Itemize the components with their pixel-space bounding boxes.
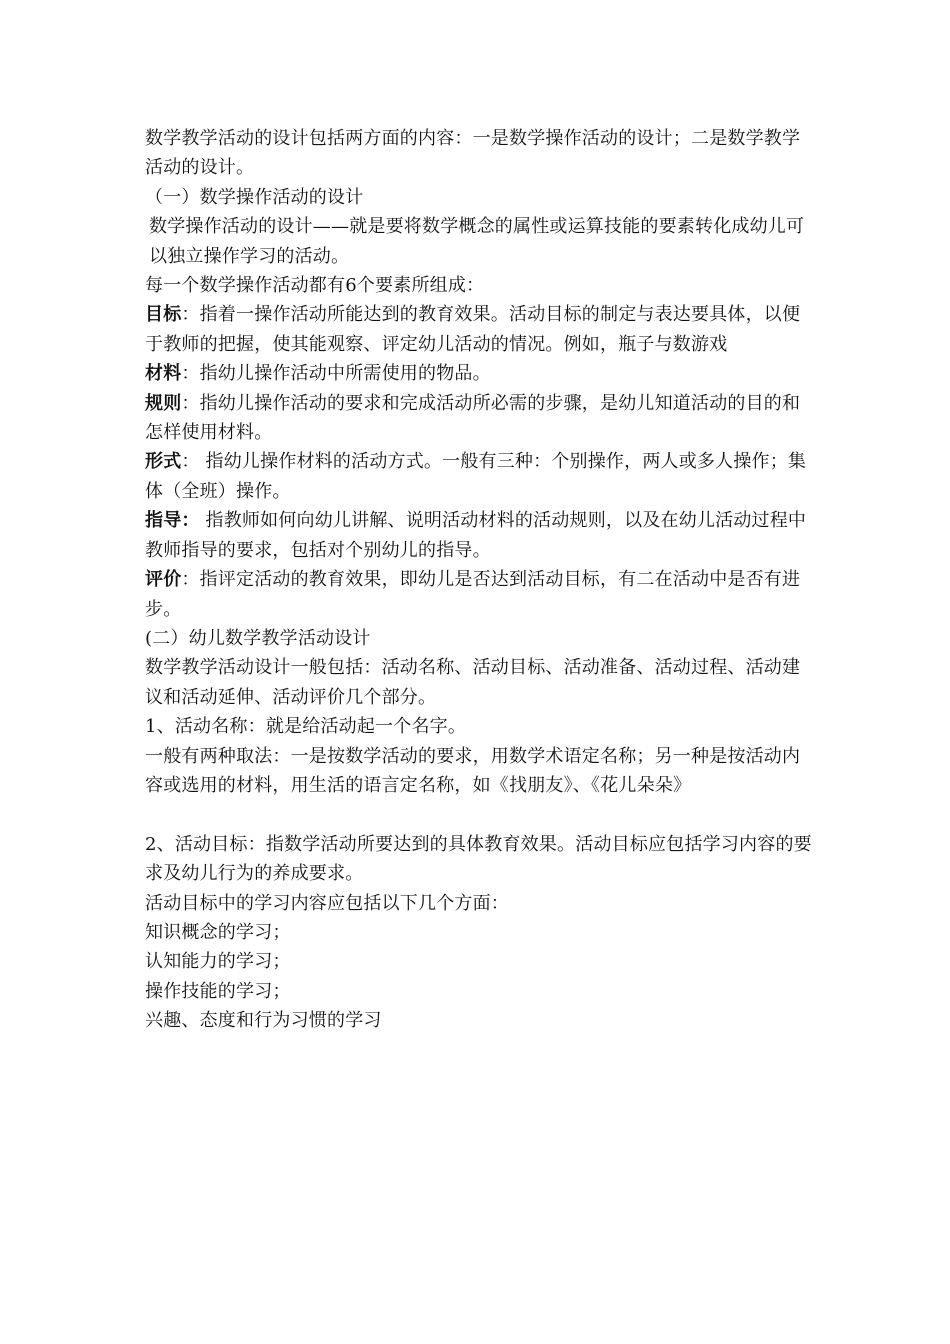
item1-title: 1、活动名称：就是给活动起一个名字。 (145, 716, 467, 738)
element-separator: ： (181, 304, 200, 326)
list-item: 兴趣、态度和行为习惯的学习 (145, 1010, 382, 1032)
element-term: 材料 (145, 363, 182, 385)
section1-heading: （一）数学操作活动的设计 (145, 186, 364, 208)
element-term: 目标 (145, 304, 182, 326)
blank-line (145, 800, 813, 829)
element-evaluation (145, 565, 813, 624)
element-guidance (145, 506, 813, 565)
elements-intro: 每一个数学操作活动都有6个要素所组成： (145, 275, 485, 297)
element-separator: ： (181, 363, 200, 385)
list-item: 操作技能的学习； (145, 980, 291, 1002)
element-term: 形式 (145, 451, 182, 473)
element-text: 指幼儿操作材料的活动方式。一般有三种：个别操作，两人或多人操作；集体（全班）操作。 (145, 451, 807, 502)
item1-detail: 一般有两种取法：一是按数学活动的要求，用数学术语定名称；另一种是按活动内容或选用的材料，用生活的语言定名称，如《找朋友》、《花儿朵朵》 (145, 745, 801, 796)
section1-definition: 数学操作活动的设计——就是要将数学概念的属性或运算技能的要素转化成幼儿可以独立操作学习的活动。 (149, 216, 805, 267)
element-text: 指评定活动的教育效果，即幼儿是否达到活动目标，有二在活动中是否有进步。 (145, 569, 801, 620)
element-term: 指导 (145, 510, 182, 532)
element-rule (145, 389, 813, 448)
element-text: 指教师如何向幼儿讲解、说明活动材料的活动规则，以及在幼儿活动过程中教师指导的要求，包括对个别幼儿的指导。 (145, 510, 807, 561)
element-text: 指幼儿操作活动的要求和完成活动所必需的步骤，是幼儿知道活动的目的和怎样使用材料。 (145, 392, 801, 444)
element-separator: ： (181, 510, 200, 532)
element-text: 指幼儿操作活动中所需使用的物品。 (199, 363, 491, 385)
document-body (145, 124, 813, 1036)
element-separator: ： (181, 569, 200, 591)
list-item: 知识概念的学习； (145, 921, 291, 943)
element-term: 规则 (145, 392, 182, 414)
section2-intro: 数学教学活动设计一般包括：活动名称、活动目标、活动准备、活动过程、活动建议和活动延伸、活动评价几个部分。 (145, 657, 801, 708)
element-form (145, 447, 813, 506)
section2-heading: (二）幼儿数学教学活动设计 (145, 627, 371, 649)
element-material (145, 359, 813, 388)
element-term: 评价 (145, 569, 182, 591)
element-separator: ： (181, 392, 200, 414)
element-text: 指着一操作活动所能达到的教育效果。活动目标的制定与表达要具体，以便于教师的把握，使其能观察、评定幼儿活动的情况。例如，瓶子与数游戏 (145, 304, 801, 355)
list-item: 认知能力的学习； (145, 951, 291, 973)
element-goal (145, 300, 813, 359)
item2-title: 2、活动目标：指数学活动所要达到的具体教育效果。活动目标应包括学习内容的要求及幼儿行为的养成要求。 (145, 833, 812, 885)
item2-list-intro: 活动目标中的学习内容应包括以下几个方面： (145, 892, 509, 914)
element-separator: ： (181, 451, 200, 473)
intro-paragraph: 数学教学活动的设计包括两方面的内容：一是数学操作活动的设计；二是数学教学活动的设计。 (145, 128, 801, 179)
